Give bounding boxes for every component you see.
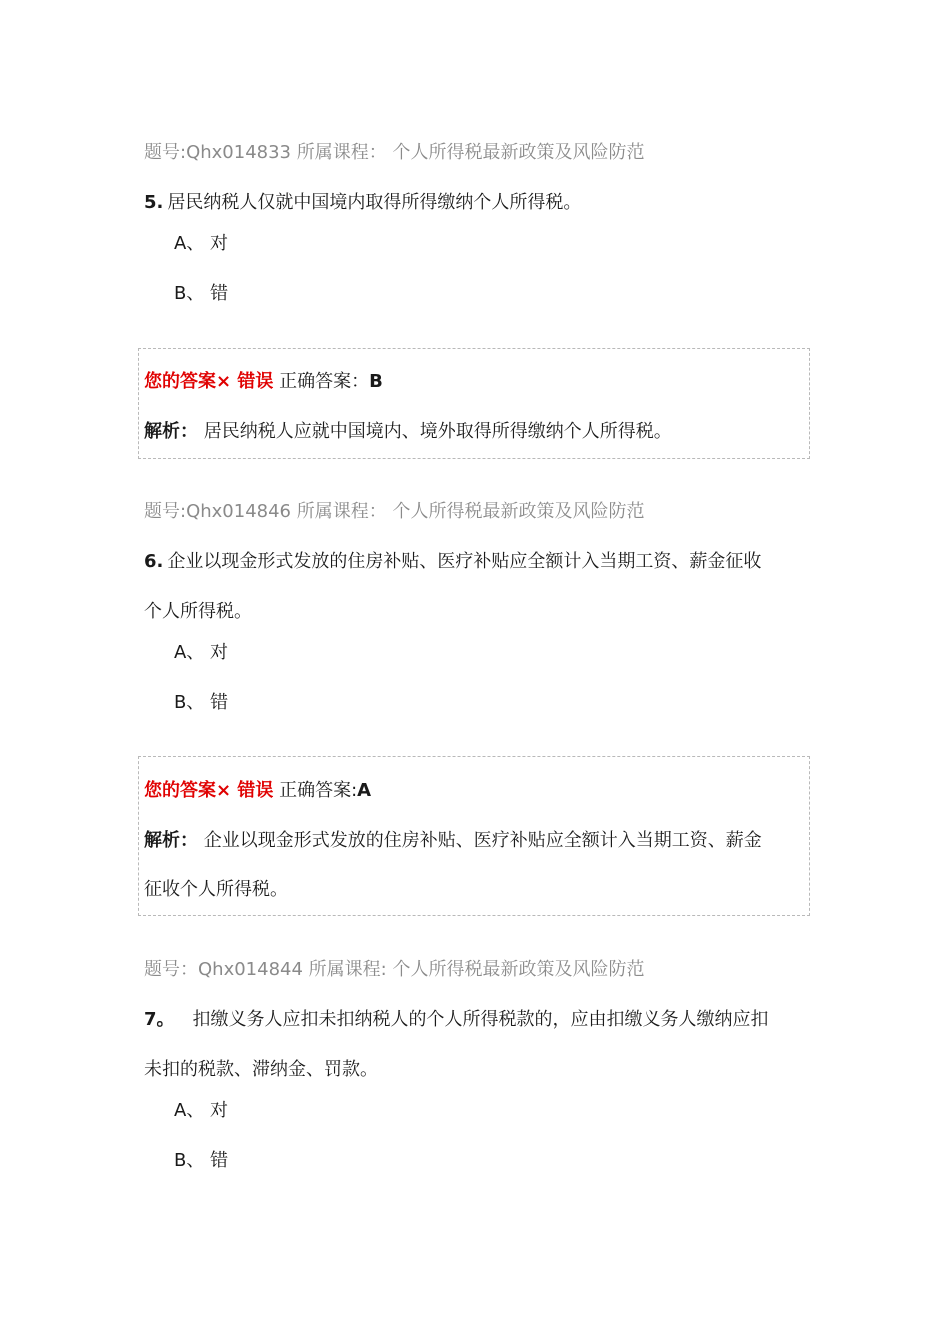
analysis-label: 解析： [144,830,198,851]
option-b[interactable]: B、 错 [174,692,229,713]
question-text [144,188,581,214]
question-text-continued: 未扣的税款、滞纳金、罚款。 [144,1059,378,1080]
analysis [144,417,672,443]
correct-answer-label: 正确答案: [279,780,358,801]
correct-answer-label: 正确答案： [279,371,370,392]
your-answer-status: 您的答案× 错误 [144,780,274,801]
question-meta: 题号:Qhx014833 所属课程： 个人所得税最新政策及风险防范 [144,142,645,163]
analysis-label: 解析： [144,421,198,442]
question-number: 6. [144,551,164,572]
question-meta: 题号:Qhx014846 所属课程： 个人所得税最新政策及风险防范 [144,501,645,522]
question-text [144,1005,769,1031]
option-a[interactable]: A、 对 [174,1100,229,1121]
analysis-text: 企业以现金形式发放的住房补贴、医疗补贴应全额计入当期工资、薪金 [203,830,762,851]
option-b[interactable]: B、 错 [174,1150,229,1171]
analysis-text: 居民纳税人应就中国境内、境外取得所得缴纳个人所得税。 [203,421,672,442]
option-a[interactable]: A、 对 [174,642,229,663]
correct-answer-value: B [369,371,383,392]
question-body: 企业以现金形式发放的住房补贴、医疗补贴应全额计入当期工资、薪金征收 [167,551,762,572]
analysis-text-continued: 征收个人所得税。 [144,879,288,900]
answer-result [144,776,371,802]
question-text [144,547,761,573]
option-a[interactable]: A、 对 [174,233,229,254]
answer-result [144,367,383,393]
question-number: 5. [144,192,164,213]
your-answer-status: 您的答案× 错误 [144,371,274,392]
question-number: 7。 [144,1009,175,1030]
question-body: 居民纳税人仅就中国境内取得所得缴纳个人所得税。 [167,192,582,213]
option-b[interactable]: B、 错 [174,283,229,304]
question-meta: 题号：Qhx014844 所属课程: 个人所得税最新政策及风险防范 [144,959,645,980]
analysis [144,826,762,852]
question-body: 扣缴义务人应扣未扣纳税人的个人所得税款的，应由扣缴义务人缴纳应扣 [192,1009,769,1030]
question-text-continued: 个人所得税。 [144,601,252,622]
correct-answer-value: A [357,780,372,801]
